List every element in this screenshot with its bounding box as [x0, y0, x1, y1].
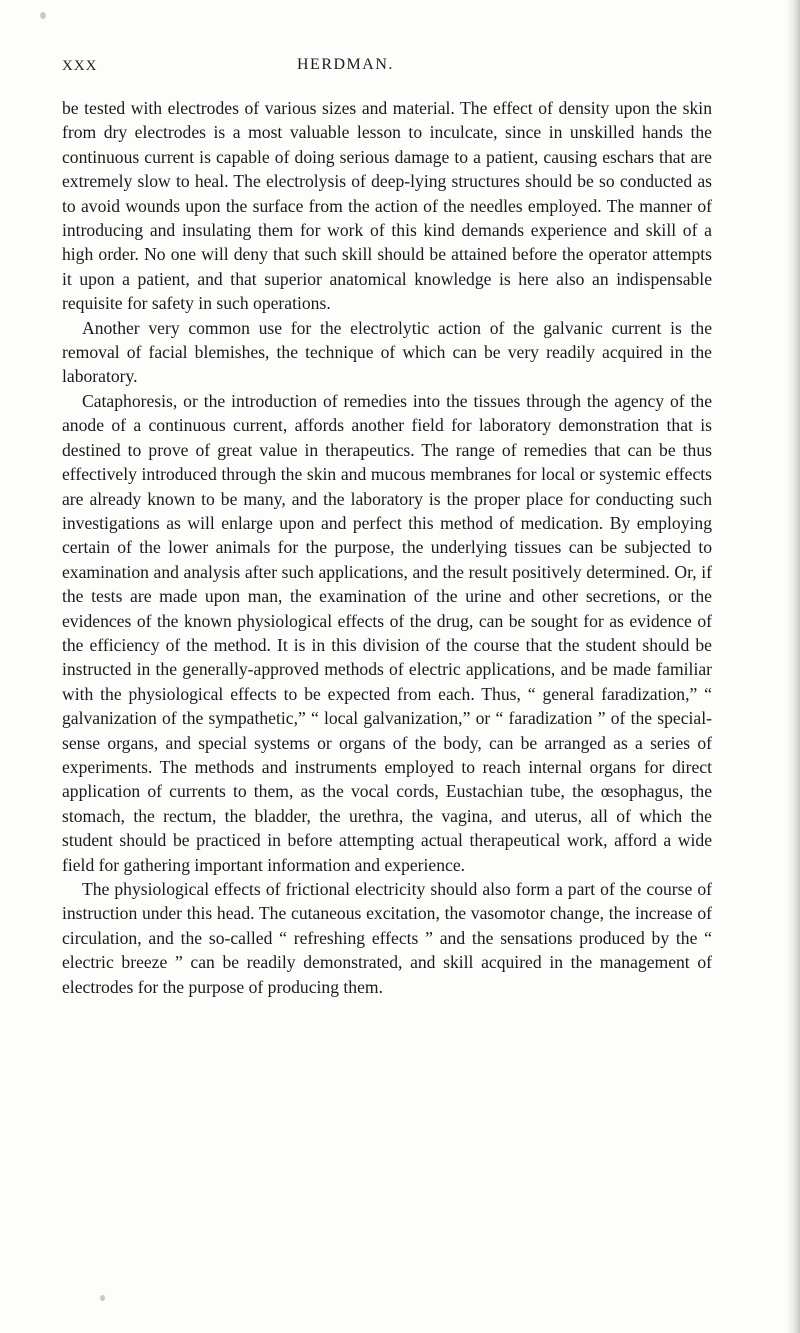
scan-speck [40, 12, 46, 19]
paragraph: be tested with electrodes of various sizes and material. The effect of density upon the skin from dry electrodes is a most valuable lesson to inculcate, since in unskilled hands the continuous current is capable of doing serious damage to a patient, causing eschars that are extremely slow to heal. The electrolysis of deep-lying structures should be so conducted as to avoid wounds upon the surface from the action of the needles employed. The manner of introducing and insulating them for work of this kind demands experience and skill of a high order. No one will deny that such skill should be attained before the operator attempts it upon a patient, and that superior anatomical knowledge is here also an indispensable requisite for safety in such operations. [62, 98, 712, 314]
page-header [62, 58, 742, 82]
page-number: XXX [62, 58, 98, 74]
scan-speck [100, 1295, 105, 1301]
page-edge-shadow [786, 0, 800, 1333]
running-head: HERDMAN. [297, 56, 394, 73]
paragraph: Cataphoresis, or the introduction of remedies into the tissues through the agency of the anode of a continuous current, affords another field for laboratory demonstration that is destined to prove of great value in therapeutics. The range of remedies that can be thus effectively introduced through the skin and mucous membranes for local or systemic effects are already known to be many, and the laboratory is the proper place for conducting such investigations as will enlarge upon and perfect this method of medication. By employing certain of the lower animals for the purpose, the underlying tissues can be subjected to examination and analysis after such applications, and the result positively determined. Or, if the tests are made upon man, the examination of the urine and other secretions, or the evidences of the known physiological effects of the drug, can be sought for as evidence of the efficiency of the method. It is in this division of the course that the student should be instructed in the generally-approved methods of electric applications, and be made familiar with the physiological effects to be expected from each. Thus, “ general faradization,” “ galvanization of the sympathetic,” “ local galvanization,” or “ faradization ” of the special-sense organs, and special systems or organs of the body, can be arranged as a series of experiments. The methods and instruments employed to reach internal organs for direct application of currents to them, as the vocal cords, Eustachian tube, the œsophagus, the stomach, the rectum, the bladder, the urethra, the vagina, and uterus, all of which the student should be practiced in before attempting actual therapeutical work, afford a wide field for gathering important information and experience. [62, 390, 712, 875]
body-text [62, 96, 712, 999]
paragraph: The physiological effects of frictional electricity should also form a part of the course of instruction under this head. The cutaneous excitation, the vasomotor change, the increase of circulation, and the so-called “ refreshing effects ” and the sensations produced by the “ electric breeze ” can be readily demonstrated, and skill acquired in the management of electrodes for the purpose of producing them. [62, 879, 712, 997]
paragraph: Another very common use for the electrolytic action of the galvanic current is the removal of facial blemishes, the technique of which can be very readily acquired in the laboratory. [62, 317, 712, 387]
